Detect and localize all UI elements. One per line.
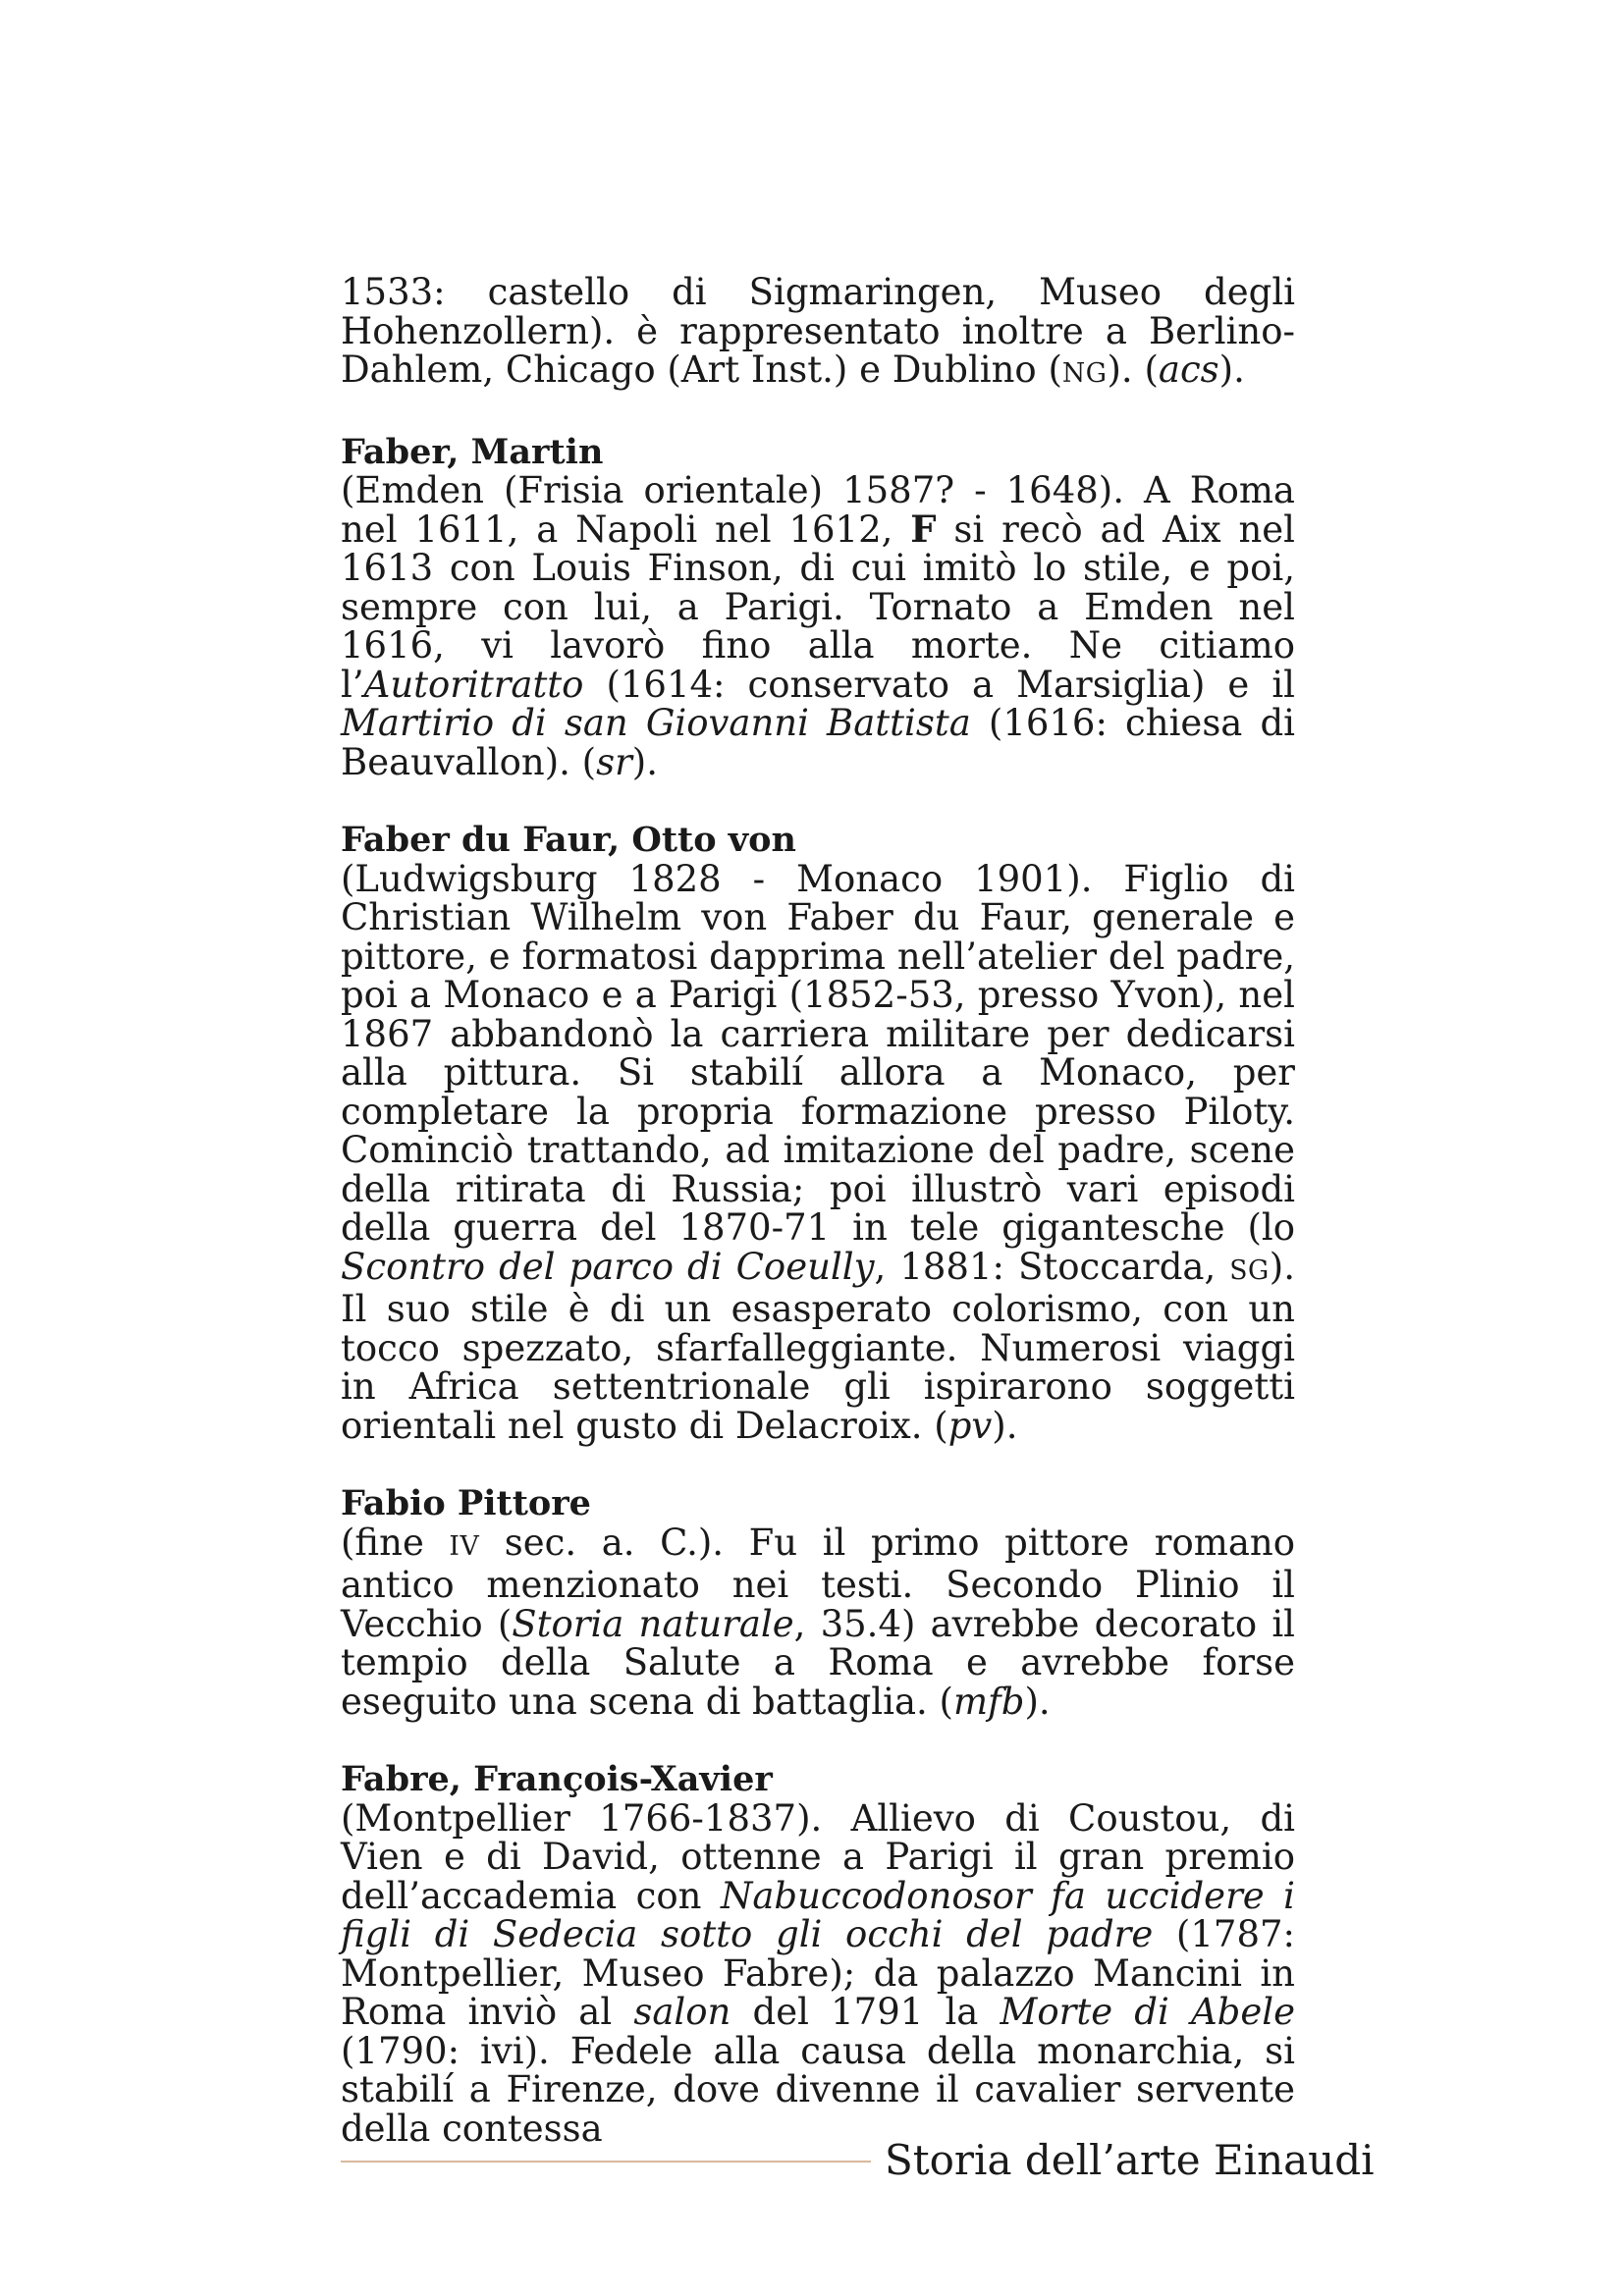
text-segment: Scontro del parco di Coeully	[341, 1245, 875, 1288]
text-segment: (Emden (Frisia orientale) 1587? - 1648). A Roma nel 1611, a Napoli nel 1612,	[341, 469, 1295, 551]
text-segment: (1614: conservato a Marsiglia) e il	[583, 663, 1295, 706]
text-segment: sec. a. C.). Fu il primo pittore romano antico menzionato nei testi. Secondo Plinio il Vecchio (	[341, 1521, 1295, 1645]
text-segment: F	[910, 507, 937, 551]
text-segment: mfb	[952, 1680, 1025, 1723]
text-segment: ). Il suo stile è di un esasperato colorismo, con un tocco spezzato, sfarfalleggiante. Numerosi viaggi in Africa settentrionale gli ispirarono soggetti orientali nel gusto di Delacroix. (	[341, 1245, 1295, 1447]
entry	[341, 781, 1295, 1445]
entry-body	[341, 471, 1295, 781]
entry-heading: Faber du Faur, Otto von	[341, 820, 796, 860]
text-segment: , 1881: Stoccarda,	[874, 1245, 1230, 1288]
entry	[341, 394, 1295, 782]
text-segment: pv	[947, 1404, 993, 1447]
text-segment: NG	[1061, 358, 1108, 389]
text-segment: del 1791 la	[730, 1991, 1001, 2033]
text-segment: acs	[1158, 348, 1219, 391]
entry-body	[341, 857, 1295, 1447]
text-segment: si recò ad Aix nel 1613 con Louis Finson, di cui imitò lo stile, e poi, sempre con lui, a Parigi. Tornato a Emden nel 1616, vi lavorò fino alla morte. Ne citiamo l’	[341, 507, 1296, 706]
entry-heading: Fabio Pittore	[341, 1483, 591, 1523]
text-segment: (1787: Montpellier, Museo Fabre); da palazzo Mancini in Roma inviò al	[341, 1913, 1295, 2033]
page-content	[341, 273, 1295, 2148]
entry-body	[341, 273, 1295, 394]
text-segment: , 35.4) avrebbe decorato il tempio della Salute a Roma e avrebbe forse eseguito una scena di battaglia. (	[341, 1602, 1296, 1723]
text-segment: Autoritratto	[363, 663, 584, 706]
text-segment: salon	[633, 1991, 731, 2033]
text-segment: 1533: castello di Sigmaringen, Museo degli Hohenzollern). è rappresentato inoltre a Berlino-Dahlem, Chicago (Art Inst.) e Dublino (	[341, 271, 1295, 391]
text-segment: ).	[1024, 1680, 1051, 1723]
text-segment: (1616: chiesa di Beauvallon). (	[341, 702, 1295, 783]
text-segment: ).	[631, 740, 658, 783]
entry-heading: Faber, Martin	[341, 431, 604, 472]
entry-heading: Fabre, François-Xavier	[341, 1759, 773, 1799]
text-segment: ). (	[1107, 348, 1159, 391]
text-segment: sr	[596, 740, 632, 783]
footer-title: Storia dell’arte Einaudi	[885, 2136, 1375, 2184]
text-segment: ).	[1218, 348, 1245, 391]
text-segment: SG	[1229, 1255, 1270, 1286]
entry-body	[341, 1796, 1295, 2150]
text-segment: Morte di Abele	[1000, 1991, 1295, 2033]
text-segment: (Ludwigsburg 1828 - Monaco 1901). Figlio di Christian Wilhelm von Faber du Faur, generale e pittore, e formatosi dapprima nell’atelier del padre, poi a Monaco e a Parigi (1852-53, presso Yvon), nel 1867 abbandonò la carriera militare per dedicarsi alla pittura. Si stabilí allora a Monaco, per completare la propria formazione presso Piloty. Cominciò trattando, ad imitazione del padre, scene della ritirata di Russia; poi illustrò vari episodi della guerra del 1870-71 in tele gigantesche (lo	[341, 857, 1295, 1249]
text-segment: Nabuccodonosor fa uccidere i figli di Sedecia sotto gli occhi del padre	[341, 1874, 1295, 1955]
entry	[341, 1445, 1295, 1721]
entry	[341, 1721, 1295, 2148]
text-segment: (Montpellier 1766-1837). Allievo di Coustou, di Vien e di David, ottenne a Parigi il gran premio dell’accademia con	[341, 1796, 1295, 1917]
entry	[341, 273, 1295, 394]
footer-rule	[341, 2161, 871, 2163]
text-segment: IV	[449, 1530, 480, 1562]
entry-body	[341, 1523, 1295, 1722]
text-segment: (1790: ivi). Fedele alla causa della monarchia, si stabilí a Firenze, dove divenne il cavalier servente della contessa	[341, 2029, 1295, 2150]
text-segment: Storia naturale	[512, 1602, 794, 1645]
text-segment: (fine	[341, 1521, 450, 1564]
text-segment: ).	[992, 1404, 1018, 1447]
text-segment: Martirio di san Giovanni Battista	[341, 702, 971, 744]
